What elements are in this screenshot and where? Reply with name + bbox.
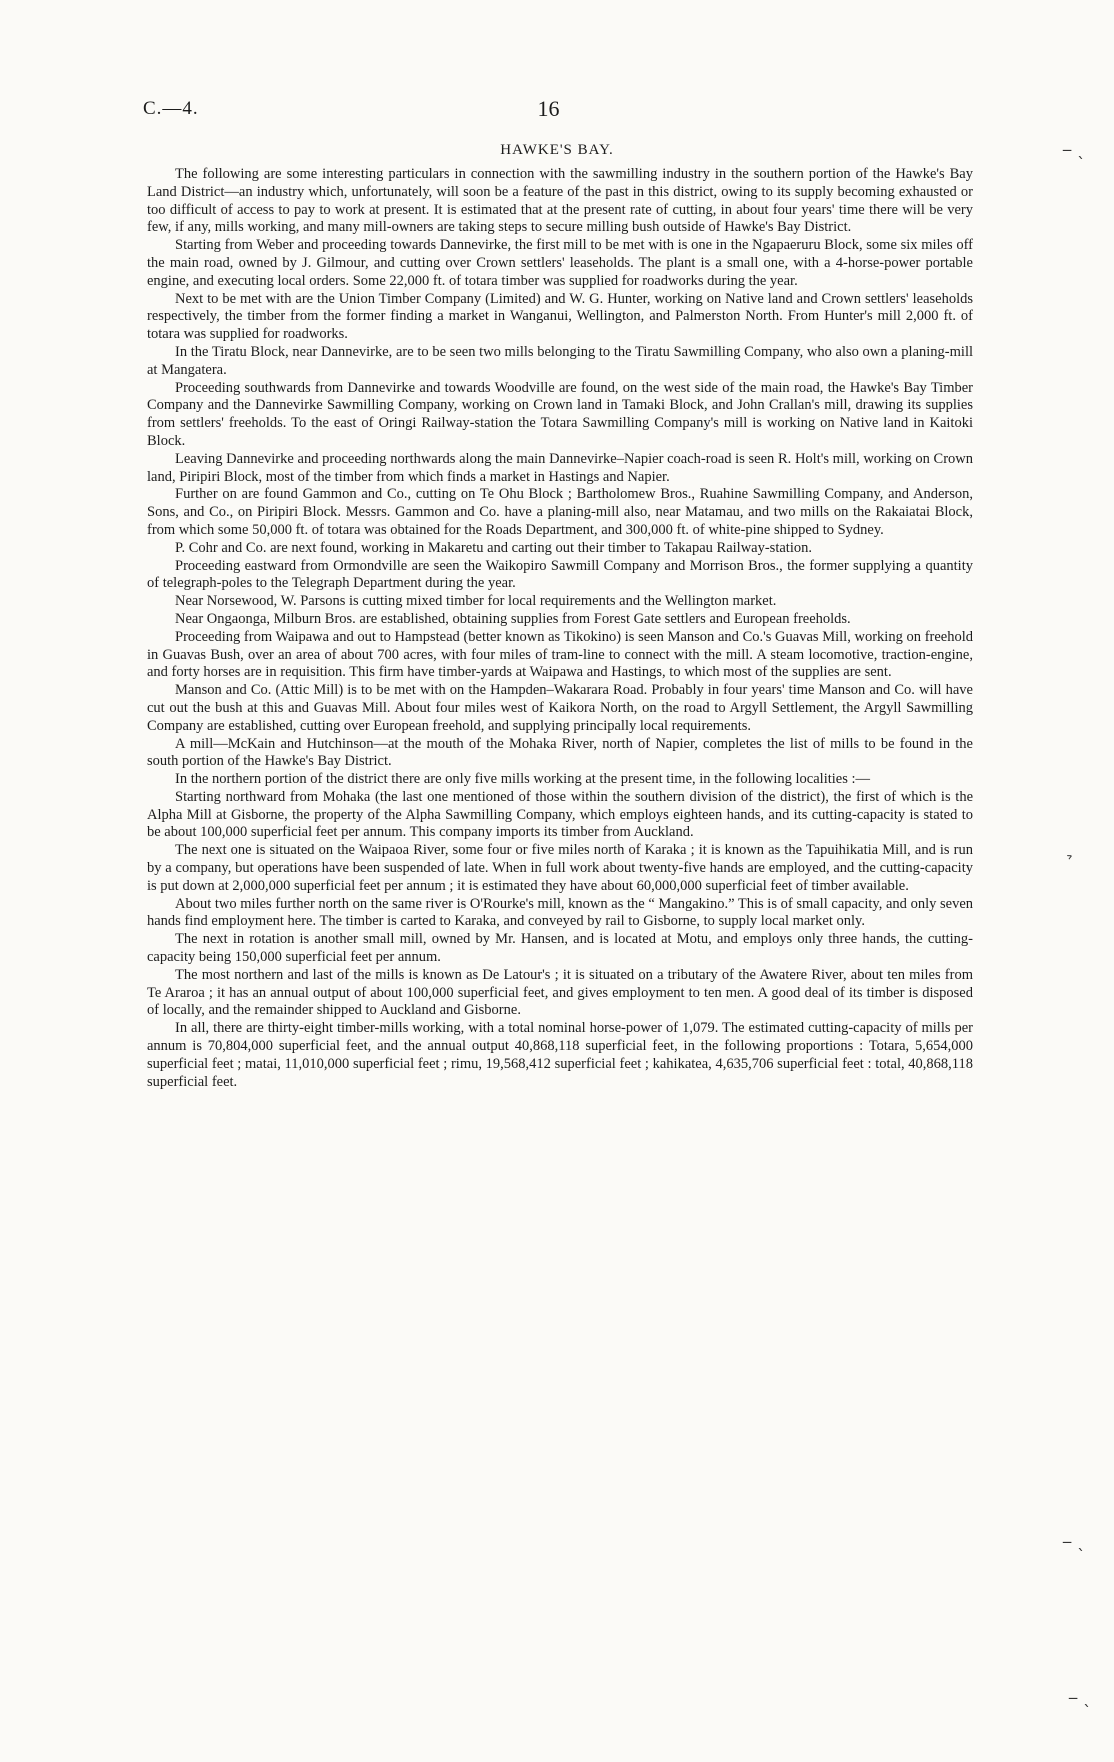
paragraph: The next one is situated on the Waipaoa River, some four or five miles north of Karaka ; it is known as the Tapuihikatia Mill, and is run by a company, but operations have been suspended of late. When in full work about twenty-five hands are employed, and the cutting-capacity is put down at 2,000,000 superficial feet per annum ; it is estimated they have about 60,000,000 superficial feet of timber available.: [147, 842, 973, 894]
section-title: HAWKE'S BAY.: [500, 142, 614, 158]
paragraph: In the northern portion of the district there are only five mills working at the present time, in the following localities :—: [175, 771, 871, 788]
paragraph: Proceeding from Waipawa and out to Hampstead (better known as Tikokino) is seen Manson and Co.'s Guavas Mill, working on freehold in Guavas Bush, over an area of about 700 acres, with four miles of tram-line to connect with the mill. A steam locomotive, traction-engine, and forty horses are in requisition. This firm have timber-yards at Waipawa and Hastings, to which most of the supplies are sent.: [147, 628, 973, 681]
document-reference: C.—4.: [143, 98, 199, 119]
paragraph: About two miles further north on the same river is O'Rourke's mill, known as the “ Mangakino.” This is of small capacity, and only seven hands find employment here. The timber is carted to Karaka, and conveyed by rail to Gisborne, to supply local market only.: [147, 895, 973, 930]
page-header: [143, 96, 954, 126]
paragraph: Proceeding southwards from Dannevirke and towards Woodville are found, on the west side of the main road, the Hawke's Bay Timber Company and the Dannevirke Sawmilling Company, working on Crown land in Tamaki Block, and John Crallan's mill, drawing its supplies from settlers' freeholds. To the east of Oringi Railway-station the Totara Sawmilling Company's mill is working on Native land in Kaitoki Block.: [147, 379, 973, 449]
paragraph: Starting northward from Mohaka (the last one mentioned of those within the southern division of the district), the first of which is the Alpha Mill at Gisborne, the property of the Alpha Sawmilling Company, which employs eighteen hands, and its cutting-capacity is stated to be about 100,000 superficial feet per annum. This company imports its timber from Auckland.: [147, 788, 973, 841]
paragraph: Near Ongaonga, Milburn Bros. are established, obtaining supplies from Forest Gate settlers and European freeholds.: [175, 610, 851, 627]
paragraph: Next to be met with are the Union Timber Company (Limited) and W. G. Hunter, working on Native land and Crown settlers' leaseholds respectively, the timber from the former finding a market in Wanganui, Wellington, and Palmerston North. From Hunter's mill 2,000 ft. of totara was supplied for roadworks.: [147, 290, 973, 343]
paragraph: P. Cohr and Co. are next found, working in Makaretu and carting out their timber to Takapau Railway-station.: [175, 539, 812, 556]
body-text: [147, 166, 973, 1091]
paragraph: The most northern and last of the mills is known as De Latour's ; it is situated on a tributary of the Awatere River, about ten miles from Te Araroa ; it has an annual output of about 100,000 superficial feet, and gives employment to ten men. A good deal of its timber is disposed of locally, and the remainder shipped to Auckland and Gisborne.: [147, 966, 973, 1019]
margin-tick-icon: ˃: [1064, 851, 1080, 872]
paragraph: Further on are found Gammon and Co., cutting on Te Ohu Block ; Bartholomew Bros., Ruahine Sawmilling Company, and Anderson, Sons, and Co., on Piripiri Block. Messrs. Gammon and Co. have a planing-mill also, near Matamau, and two mills on the Rakaiatai Block, from which some 50,000 ft. of totara was obtained for the Roads Department, and 300,000 ft. of white-pine shipped to Sydney.: [147, 486, 973, 538]
paragraph: Proceeding eastward from Ormondville are seen the Waikopiro Sawmill Company and Morrison Bros., the former supplying a quantity of telegraph-poles to the Telegraph Department during the year.: [147, 557, 973, 592]
page-number: 16: [537, 96, 560, 121]
paragraph: The following are some interesting particulars in connection with the sawmilling industry in the southern portion of the Hawke's Bay Land District—an industry which, unfortunately, will soon be a feature of the past in this district, owing to its supply becoming exhausted or too difficult of access to pay to work at present. It is estimated that at the present rate of cutting, in about four years' time there will be very few, if any, mills working, and many mill-owners are taking steps to secure milling bush outside of Hawke's Bay District.: [147, 166, 973, 236]
paragraph: A mill—McKain and Hutchinson—at the mouth of the Mohaka River, north of Napier, completes the list of mills to be found in the south portion of the Hawke's Bay District.: [147, 735, 973, 770]
paragraph: Manson and Co. (Attic Mill) is to be met with on the Hampden–Wakarara Road. Probably in four years' time Manson and Co. will have cut out the bush at this and Guavas Mill. About four miles west of Kaikora North, on the road to Argyll Settlement, the Argyll Sawmilling Company are established, cutting over European freehold, and supplying principally local requirements.: [147, 682, 973, 734]
margin-tick-icon: ‒ ˎ: [1068, 1688, 1092, 1707]
paragraph: The next in rotation is another small mill, owned by Mr. Hansen, and is located at Motu, and employs only three hands, the cutting-capacity being 150,000 superficial feet per annum.: [147, 931, 973, 966]
margin-tick-icon: ‒ ˎ: [1062, 1532, 1086, 1551]
paragraph: Near Norsewood, W. Parsons is cutting mixed timber for local requirements and the Wellington market.: [175, 593, 777, 610]
paragraph: Starting from Weber and proceeding towards Dannevirke, the first mill to be met with is one in the Ngapaeruru Block, some six miles off the main road, owned by J. Gilmour, and cutting over Crown settlers' leaseholds. The plant is a small one, with a 4-horse-power portable engine, and executing local orders. Some 22,000 ft. of totara timber was supplied for roadworks during the year.: [147, 237, 973, 289]
paragraph: In the Tiratu Block, near Dannevirke, are to be seen two mills belonging to the Tiratu Sawmilling Company, who also own a planing-mill at Mangatera.: [147, 343, 973, 378]
paragraph: In all, there are thirty-eight timber-mills working, with a total nominal horse-power of 1,079. The estimated cutting-capacity of mills per annum is 70,804,000 superficial feet, and the annual output 40,868,118 superficial feet, in the following proportions : Totara, 5,654,000 superficial feet ; matai, 11,010,000 superficial feet ; rimu, 19,568,412 superficial feet ; kahikatea, 4,635,706 superficial feet : total, 40,868,118 superficial feet.: [147, 1020, 973, 1090]
paragraph: Leaving Dannevirke and proceeding northwards along the main Dannevirke–Napier coach-road is seen R. Holt's mill, working on Crown land, Piripiri Block, most of the timber from which finds a market in Hastings and Napier.: [147, 450, 973, 485]
margin-tick-icon: ‒ ˎ: [1062, 140, 1086, 159]
